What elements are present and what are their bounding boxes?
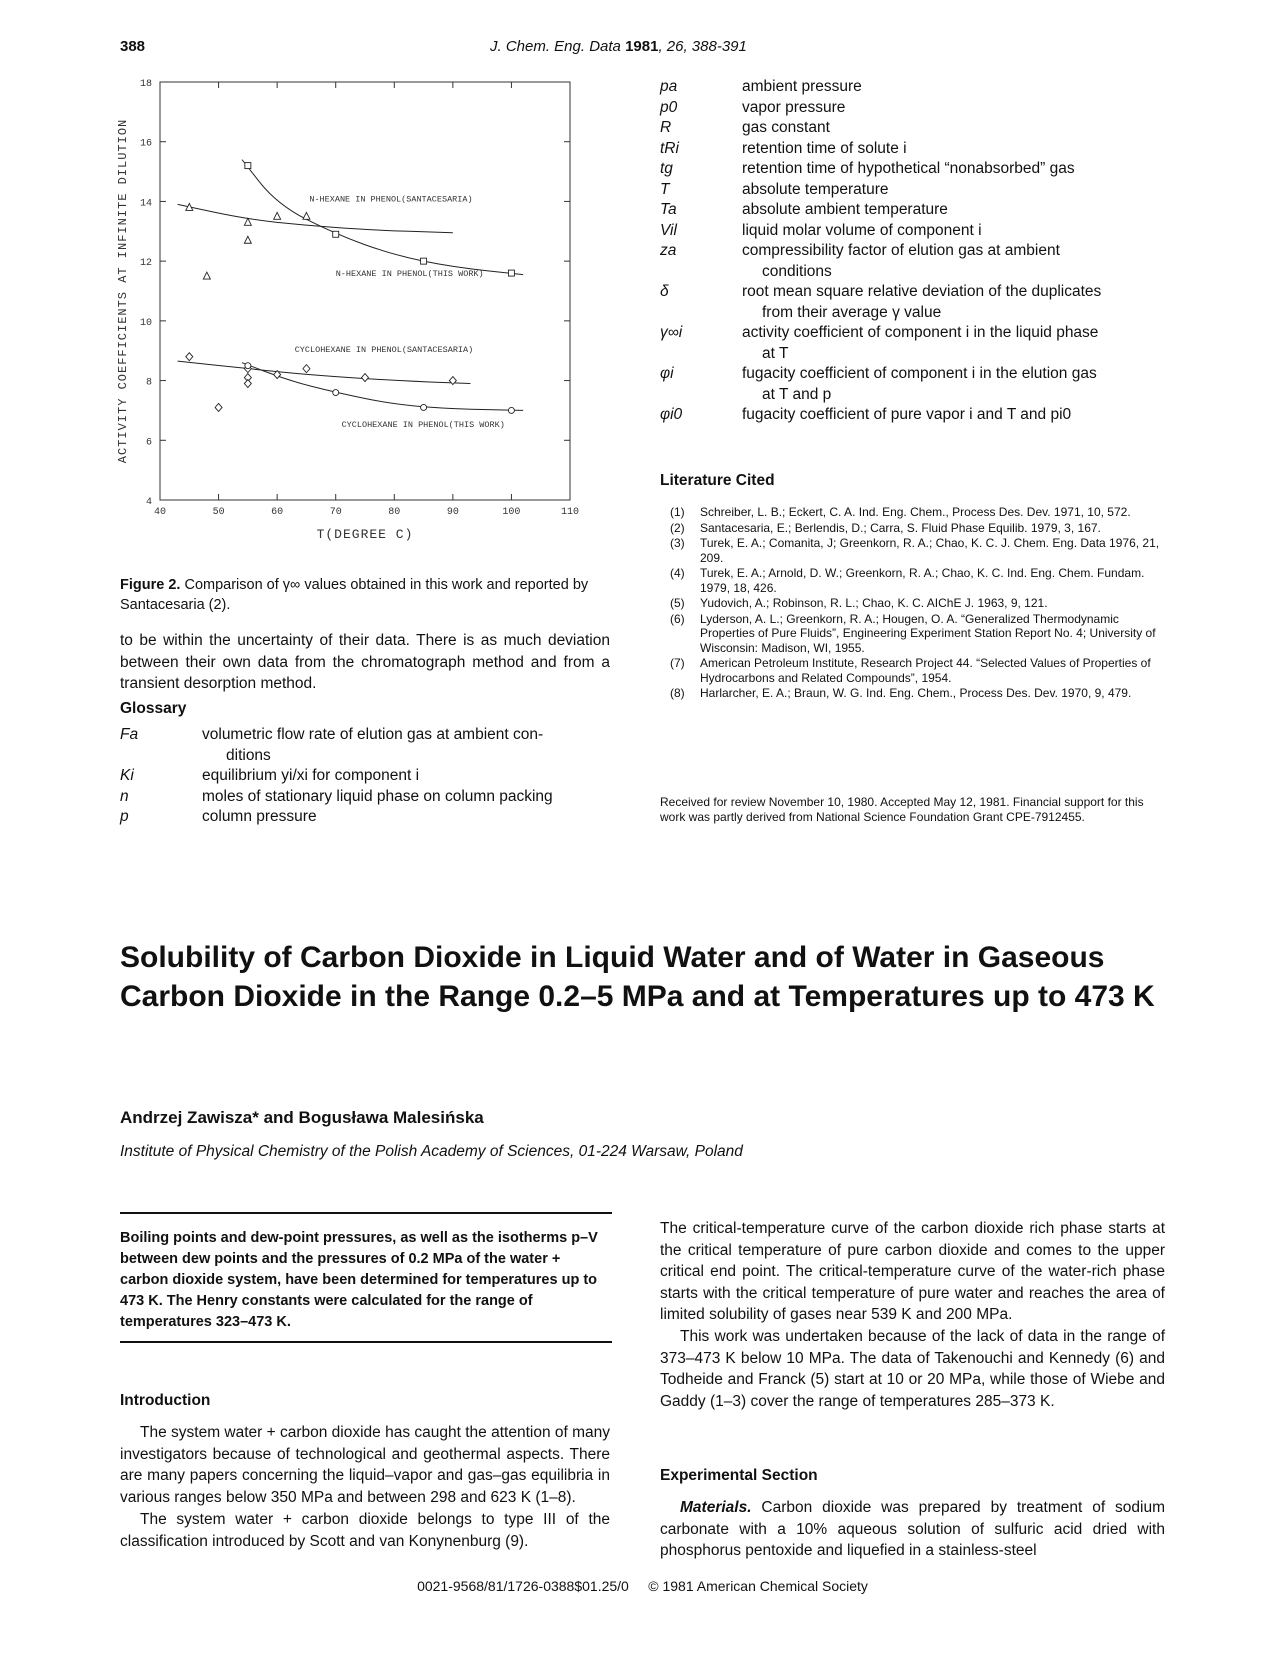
y-tick-label: 6 [145, 437, 152, 449]
triangle-marker [244, 236, 251, 243]
reference-item [670, 536, 1165, 565]
glossary-definition: absolute temperature [742, 180, 889, 198]
materials-text: Carbon dioxide was prepared by treatment of sodium carbonate with a 10% aqueous solution of sulfuric acid dried with phosphorus pentoxide and liquefied in a stainless-steel [660, 1499, 1165, 1559]
glossary-definition: root mean square relative deviation of the duplicates from their average γ value [742, 283, 1102, 321]
journal-year: 1981 [625, 38, 659, 55]
reference-text: Lyderson, A. L.; Greenkorn, R. A.; Hougen, O. A. “Generalized Thermodynamic Properties of Pure Fluids”, Engineering Experiment Station Report No. 4; University of Wisconsin: Madison, WI, 1955. [700, 611, 1156, 655]
square-marker [421, 258, 427, 264]
plot-frame [160, 82, 570, 500]
x-tick-label: 110 [560, 507, 580, 518]
journal-name: J. Chem. Eng. Data [490, 38, 621, 55]
glossary-left [120, 724, 610, 825]
x-axis-label: T(DEGREE C) [316, 527, 414, 542]
glossary-symbol: n [120, 787, 129, 805]
glossary-definition: retention time of hypothetical “nonabsorbed” gas [742, 160, 1075, 177]
circle-marker [245, 363, 251, 369]
circle-marker [333, 390, 339, 396]
glossary-symbol: Ta [660, 201, 677, 218]
reference-item [670, 521, 1165, 536]
glossary-symbol: Vil [660, 221, 677, 239]
triangle-marker [303, 212, 310, 219]
reference-item [670, 596, 1165, 611]
x-tick-label: 50 [212, 507, 225, 518]
right-paragraph-2: This work was undertaken because of the lack of data in the range of 373–473 K below 10 MPa. The data of Takenouchi and Kennedy (6) and Todheide and Franck (5) start at 10 or 20 MPa, while those of Wiebe and Gaddy (1–3) cover the range of temperatures 285–373 K. [660, 1328, 1165, 1410]
series-annotation: N-HEXANE IN PHENOL(SANTACESARIA) [309, 194, 473, 205]
glossary-symbol: T [660, 180, 670, 198]
series-annotation: N-HEXANE IN PHENOL(THIS WORK) [335, 269, 484, 280]
reference-number: (5) [670, 596, 685, 610]
series-curve-circle [242, 363, 523, 411]
glossary-symbol: φi [660, 365, 674, 382]
introduction-heading: Introduction [120, 1392, 211, 1409]
reference-number: (1) [670, 505, 685, 519]
glossary-symbol: Ki [120, 767, 134, 784]
reference-text: Turek, E. A.; Arnold, D. W.; Greenkorn, R. A.; Chao, K. C. Ind. Eng. Chem. Fundam. 1979, 18, 426. [700, 566, 1145, 595]
references-list [670, 505, 1165, 702]
glossary-definition: gas constant [742, 119, 830, 136]
abstract [120, 1212, 612, 1343]
y-tick-label: 10 [139, 317, 152, 329]
diamond-marker [244, 380, 251, 388]
glossary-symbol: Fa [120, 726, 139, 743]
series-curve-square [242, 160, 523, 275]
glossary-definition: fugacity coefficient of pure vapor i and T and pi0 [742, 406, 1072, 423]
footer-copyright: © 1981 American Chemical Society [648, 1578, 868, 1594]
materials-paragraph [660, 1497, 1165, 1562]
intro-paragraph-2: The system water + carbon dioxide belongs to type III of the classification introduced by Scott and van Konynenburg (9). [120, 1511, 610, 1550]
x-tick-label: 40 [153, 507, 167, 518]
page-footer [0, 1578, 1285, 1594]
figure-caption-label: Figure 2. [120, 577, 181, 593]
glossary-symbol: pa [660, 78, 678, 95]
reference-item [670, 656, 1165, 685]
series-annotation: CYCLOHEXANE IN PHENOL(THIS WORK) [341, 419, 505, 430]
glossary-definition: equilibrium yi/xi for component i [202, 767, 420, 784]
footer-code: 0021-9568/81/1726-0388$01.25/0 [417, 1578, 629, 1594]
glossary-definition: liquid molar volume of component i [742, 221, 982, 239]
series-annotation: CYCLOHEXANE IN PHENOL(SANTACESARIA) [294, 345, 474, 356]
received-note: Received for review November 10, 1980. Accepted May 12, 1981. Financial support for this work was partly derived from National Science Foundation Grant CPE-7912455. [660, 795, 1144, 824]
glossary-definition: retention time of solute i [742, 139, 907, 157]
glossary-definition: compressibility factor of elution gas at ambient conditions [742, 242, 1060, 280]
x-tick-label: 80 [388, 507, 401, 518]
glossary-symbol: R [660, 119, 672, 136]
materials-label: Materials. [680, 1499, 752, 1516]
x-tick-label: 60 [271, 507, 284, 518]
authors: Andrzej Zawisza* and Bogusława Malesińska [120, 1108, 484, 1127]
reference-item [670, 612, 1165, 656]
glossary-definition: vapor pressure [742, 98, 846, 116]
affiliation: Institute of Physical Chemistry of the Polish Academy of Sciences, 01-224 Warsaw, Poland [120, 1143, 743, 1160]
glossary-definition: absolute ambient temperature [742, 201, 948, 218]
running-header [490, 38, 747, 55]
abstract-text: Boiling points and dew-point pressures, as well as the isotherms p–V between dew points and the pressures of 0.2 MPa of the water + carbon dioxide system, have been determined for temperatures up to 473 K. The Henry constants were calculated for the range of temperatures 323–473 K. [120, 1230, 598, 1330]
y-tick-label: 16 [139, 138, 152, 150]
triangle-marker [203, 272, 210, 279]
y-axis-label: ACTIVITY COEFFICIENTS AT INFINITE DILUTION [116, 118, 130, 464]
glossary-definition: volumetric flow rate of elution gas at ambient con- ditions [202, 726, 544, 764]
journal-volume: , 26, 388-391 [658, 38, 747, 55]
glossary-symbol: p [120, 808, 129, 825]
reference-item [670, 505, 1165, 520]
y-tick-label: 4 [145, 497, 152, 508]
article-title: Solubility of Carbon Dioxide in Liquid Water and of Water in Gaseous Carbon Dioxide in the Range 0.2–5 MPa and at Temperatures up to 473 K [120, 941, 1155, 1013]
diamond-marker [215, 403, 222, 411]
reference-number: (6) [670, 611, 685, 626]
reference-item [670, 686, 1165, 701]
glossary-symbol: φi0 [660, 406, 683, 423]
figure-caption [120, 575, 610, 615]
literature-heading: Literature Cited [660, 472, 775, 489]
x-tick-label: 70 [329, 507, 342, 518]
reference-text: American Petroleum Institute, Research Project 44. “Selected Values of Properties of Hydrocarbons and Related Compounds”, 1954. [700, 656, 1151, 685]
glossary-symbol: δ [660, 283, 669, 300]
glossary-definition: fugacity coefficient of component i in the elution gas at T and p [742, 365, 1097, 403]
series-curve-diamond [178, 361, 471, 383]
triangle-marker [274, 212, 281, 219]
experimental-heading: Experimental Section [660, 1467, 818, 1484]
triangle-marker [186, 203, 193, 210]
x-tick-label: 100 [502, 507, 521, 518]
glossary-symbol: tg [660, 160, 673, 177]
reference-number: (8) [670, 686, 685, 700]
intro-paragraph-1: The system water + carbon dioxide has caught the attention of many investigators because of technological and geothermal aspects. There are many papers concerning the liquid–vapor and gas–gas equilibria in various ranges below 350 MPa and between 298 and 623 K (1–8). [120, 1424, 611, 1506]
diamond-marker [303, 365, 310, 373]
reference-text: Harlarcher, E. A.; Braun, W. G. Ind. Eng. Chem., Process Des. Dev. 1970, 9, 479. [700, 686, 1132, 700]
y-tick-label: 18 [139, 79, 152, 90]
glossary-symbol: p0 [660, 98, 678, 116]
reference-number: (7) [670, 656, 685, 670]
reference-text: Schreiber, L. B.; Eckert, C. A. Ind. Eng. Chem., Process Des. Dev. 1971, 10, 572. [700, 505, 1131, 519]
square-marker [245, 163, 251, 169]
glossary-symbol: za [660, 242, 677, 259]
diamond-marker [362, 374, 369, 382]
reference-number: (3) [670, 536, 685, 550]
x-tick-label: 90 [446, 507, 459, 518]
glossary-definition: moles of stationary liquid phase on column packing [202, 787, 553, 805]
activity-coefficient-chart [112, 76, 622, 546]
page-number: 388 [120, 38, 146, 55]
reference-text: Turek, E. A.; Comanita, J; Greenkorn, R. A.; Chao, K. C. J. Chem. Eng. Data 1976, 21, 209. [700, 536, 1160, 565]
triangle-marker [244, 218, 251, 225]
glossary-definition: activity coefficient of component i in the liquid phase at T [742, 324, 1099, 362]
square-marker [508, 270, 514, 276]
y-tick-label: 12 [139, 258, 152, 270]
diamond-marker [186, 353, 193, 361]
figure-caption-text: Comparison of γ∞ values obtained in this work and reported by Santacesaria (2). [120, 577, 589, 613]
reference-text: Santacesaria, E.; Berlendis, D.; Carra, S. Fluid Phase Equilib. 1979, 3, 167. [700, 520, 1101, 535]
series-curve-triangle [178, 204, 453, 232]
glossary-definition: ambient pressure [742, 78, 862, 95]
right-paragraph-1: The critical-temperature curve of the carbon dioxide rich phase starts at the critical temperature of pure carbon dioxide and comes to the upper critical end point. The critical-temperature curve of the water-rich phase starts with the critical temperature of pure water and reaches the area of limited solubility of gases near 539 K and 200 MPa. [660, 1220, 1165, 1323]
glossary-definition: column pressure [202, 808, 317, 825]
reference-number: (4) [670, 566, 685, 580]
glossary-symbol: tRi [660, 139, 679, 157]
reference-number: (2) [670, 520, 685, 535]
continued-paragraph: to be within the uncertainty of their data. There is as much deviation between their own data from the chromatograph method and from a transient desorption method. [120, 632, 610, 692]
reference-item [670, 566, 1165, 595]
glossary-heading: Glossary [120, 700, 187, 717]
y-tick-label: 8 [145, 377, 152, 389]
y-tick-label: 14 [139, 198, 152, 210]
circle-marker [508, 407, 514, 413]
glossary-symbol: γ∞i [660, 324, 683, 341]
circle-marker [421, 404, 427, 410]
square-marker [333, 231, 339, 237]
reference-text: Yudovich, A.; Robinson, R. L.; Chao, K. C. AIChE J. 1963, 9, 121. [700, 596, 1048, 610]
